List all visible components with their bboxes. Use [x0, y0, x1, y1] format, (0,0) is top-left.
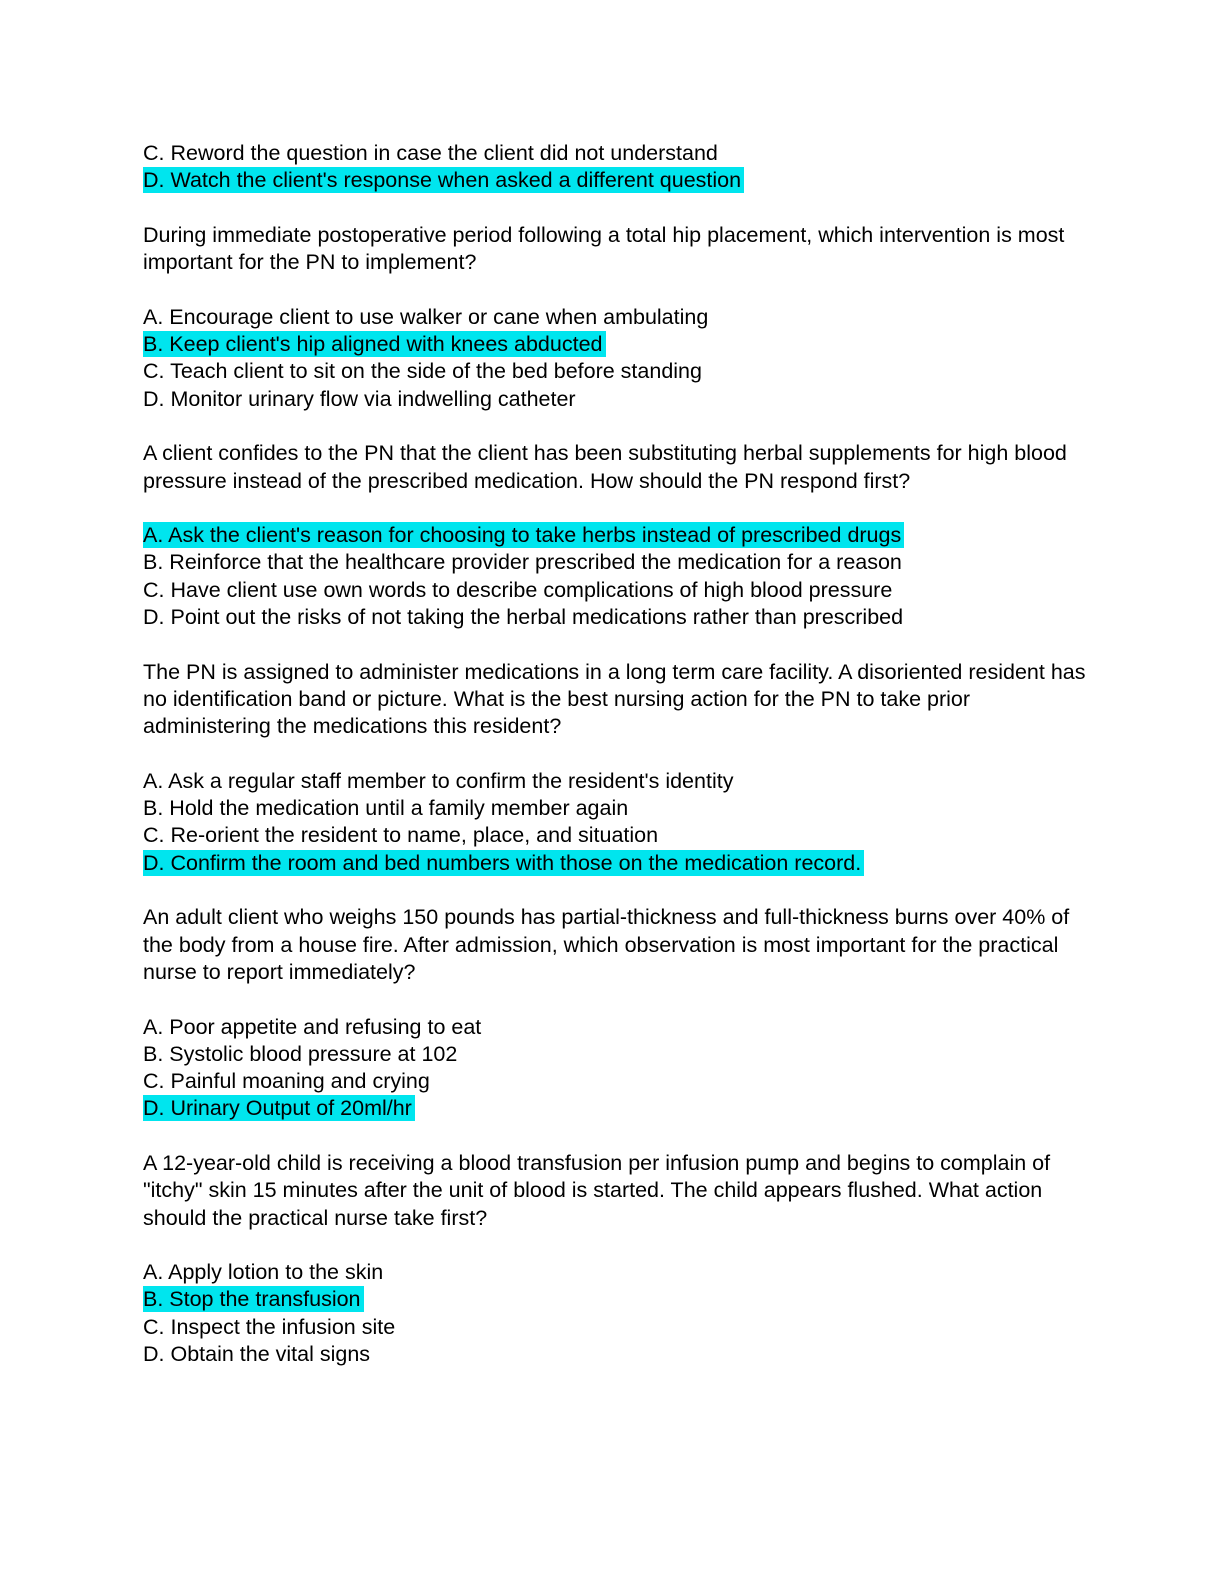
answer-option-text: C. Painful moaning and crying [143, 1069, 430, 1094]
answer-option-text: B. Stop the transfusion [143, 1286, 364, 1312]
answer-option-text: C. Have client use own words to describe complications of high blood pressure [143, 577, 893, 602]
answer-option [143, 604, 1088, 631]
answer-option-text: D. Urinary Output of 20ml/hr [143, 1095, 415, 1121]
answer-option [143, 386, 1088, 413]
question-paragraph [143, 222, 1088, 277]
answer-option-text: B. Reinforce that the healthcare provider prescribed the medication for a reason [143, 550, 902, 575]
answer-option-text: D. Confirm the room and bed numbers with those on the medication record. [143, 850, 864, 876]
question-text: A client confides to the PN that the client has been substituting herbal supplements for high blood pressure instead of the prescribed medication. How should the PN respond first? [143, 441, 1067, 493]
answer-option-text: B. Hold the medication until a family member again [143, 796, 629, 821]
answer-option-highlighted [143, 1286, 1088, 1313]
answer-options-group [143, 304, 1088, 413]
answer-option [143, 549, 1088, 576]
question-text: The PN is assigned to administer medications in a long term care facility. A disoriented resident has no identification band or picture. What is the best nursing action for the PN to take prior administering the medications this resident? [143, 659, 1086, 739]
question-paragraph [143, 440, 1088, 495]
answer-option-highlighted [143, 1095, 1088, 1122]
answer-option [143, 768, 1088, 795]
answer-option [143, 1259, 1088, 1286]
answer-option-text: D. Watch the client's response when asked a different question [143, 167, 744, 193]
answer-option-text: C. Teach client to sit on the side of the bed before standing [143, 359, 702, 384]
question-paragraph [143, 659, 1088, 741]
answer-option-text: B. Systolic blood pressure at 102 [143, 1041, 458, 1066]
answer-option-text: A. Ask a regular staff member to confirm the resident's identity [143, 768, 734, 793]
question-paragraph [143, 904, 1088, 986]
answer-option-highlighted [143, 522, 1088, 549]
answer-option [143, 795, 1088, 822]
answer-option-text: B. Keep client's hip aligned with knees abducted [143, 331, 606, 357]
answer-option-highlighted [143, 167, 1088, 194]
answer-option [143, 1341, 1088, 1368]
question-paragraph [143, 1150, 1088, 1232]
answer-option [143, 822, 1088, 849]
document-content [143, 140, 1088, 1368]
answer-option [143, 1314, 1088, 1341]
answer-options-group [143, 768, 1088, 877]
question-text: A 12-year-old child is receiving a blood transfusion per infusion pump and begins to complain of "itchy" skin 15 minutes after the unit of blood is started. The child appears flushed. What action should the practical nurse take first? [143, 1150, 1051, 1230]
answer-options-group [143, 1014, 1088, 1123]
answer-option-highlighted [143, 331, 1088, 358]
answer-option [143, 1041, 1088, 1068]
answer-option-text: C. Reword the question in case the client did not understand [143, 141, 718, 165]
answer-options-group [143, 522, 1088, 631]
answer-option-text: C. Re-orient the resident to name, place, and situation [143, 823, 659, 848]
answer-option-highlighted [143, 850, 1088, 877]
answer-option [143, 358, 1088, 385]
answer-options-group [143, 1259, 1088, 1368]
answer-option-text: A. Ask the client's reason for choosing to take herbs instead of prescribed drugs [143, 522, 904, 548]
answer-options-group [143, 140, 1088, 195]
question-text: An adult client who weighs 150 pounds has partial-thickness and full-thickness burns over 40% of the body from a house fire. After admission, which observation is most important for the practical nurse to report immediately? [143, 905, 1070, 984]
answer-option [143, 577, 1088, 604]
answer-option-text: C. Inspect the infusion site [143, 1314, 396, 1339]
answer-option-text: A. Apply lotion to the skin [143, 1260, 384, 1285]
answer-option [143, 140, 1088, 167]
answer-option-text: D. Point out the risks of not taking the herbal medications rather than prescribed [143, 605, 904, 630]
answer-option [143, 304, 1088, 331]
answer-option-text: D. Obtain the vital signs [143, 1342, 371, 1367]
answer-option-text: A. Encourage client to use walker or cane when ambulating [143, 304, 709, 329]
answer-option [143, 1068, 1088, 1095]
answer-option [143, 1014, 1088, 1041]
answer-option-text: A. Poor appetite and refusing to eat [143, 1014, 482, 1039]
question-text: During immediate postoperative period following a total hip placement, which intervention is most important for the PN to implement? [143, 222, 1065, 275]
answer-option-text: D. Monitor urinary flow via indwelling catheter [143, 386, 576, 411]
